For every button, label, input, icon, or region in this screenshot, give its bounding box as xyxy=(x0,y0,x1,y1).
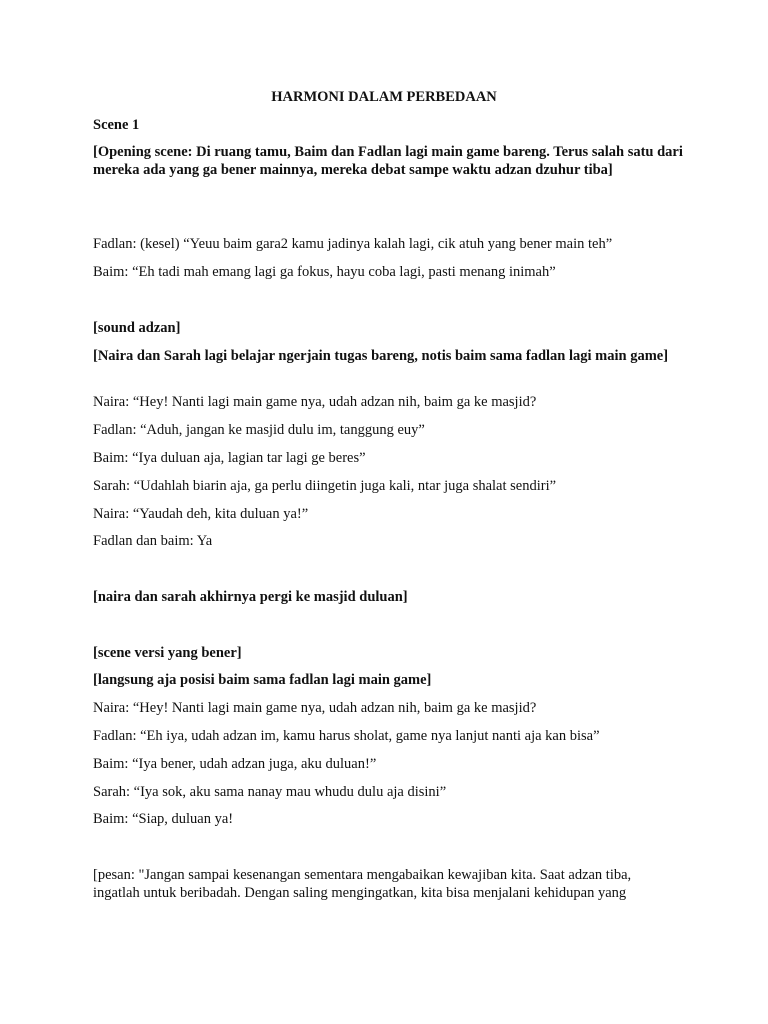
sound-direction: [sound adzan] xyxy=(93,320,181,336)
dialogue-line: Sarah: “Udahlah biarin aja, ga perlu diingetin juga kali, ntar juga shalat sendiri” xyxy=(93,478,557,494)
dialogue-line: Fadlan: “Aduh, jangan ke masjid dulu im, tanggung euy” xyxy=(93,422,425,438)
dialogue-line: Sarah: “Iya sok, aku sama nanay mau whudu dulu aja disini” xyxy=(93,784,447,800)
document-title: HARMONI DALAM PERBEDAAN xyxy=(271,89,497,105)
dialogue-line: Fadlan: (kesel) “Yeuu baim gara2 kamu jadinya kalah lagi, cik atuh yang bener main teh” xyxy=(93,236,613,252)
dialogue-line: Baim: “Iya bener, udah adzan juga, aku duluan!” xyxy=(93,756,377,772)
stage-direction: [Naira dan Sarah lagi belajar ngerjain tugas bareng, notis baim sama fadlan lagi main game] xyxy=(93,348,669,364)
stage-direction: [scene versi yang bener] xyxy=(93,645,242,661)
dialogue-line: Baim: “Iya duluan aja, lagian tar lagi ge beres” xyxy=(93,450,366,466)
dialogue-line: Naira: “Hey! Nanti lagi main game nya, udah adzan nih, baim ga ke masjid? xyxy=(93,394,537,410)
dialogue-line: Naira: “Hey! Nanti lagi main game nya, udah adzan nih, baim ga ke masjid? xyxy=(93,700,537,716)
scene-label: Scene 1 xyxy=(93,117,140,133)
dialogue-line: Fadlan dan baim: Ya xyxy=(93,533,213,549)
stage-direction: [langsung aja posisi baim sama fadlan lagi main game] xyxy=(93,672,432,688)
dialogue-line: Baim: “Siap, duluan ya! xyxy=(93,811,234,827)
opening-direction: [Opening scene: Di ruang tamu, Baim dan Fadlan lagi main game bareng. Terus salah satu dari mereka ada yang ga bener mainnya, mereka debat sampe waktu adzan dzuhur tiba] xyxy=(93,144,683,178)
message-paragraph: [pesan: "Jangan sampai kesenangan sementara mengabaikan kewajiban kita. Saat adzan tiba, ingatlah untuk beribadah. Dengan saling mengingatkan, kita bisa menjalani kehidupan yang xyxy=(93,867,632,901)
dialogue-line: Fadlan: “Eh iya, udah adzan im, kamu harus sholat, game nya lanjut nanti aja kan bisa” xyxy=(93,728,600,744)
dialogue-line: Baim: “Eh tadi mah emang lagi ga fokus, hayu coba lagi, pasti menang inimah” xyxy=(93,264,556,280)
dialogue-line: Naira: “Yaudah deh, kita duluan ya!” xyxy=(93,506,309,522)
stage-direction: [naira dan sarah akhirnya pergi ke masjid duluan] xyxy=(93,589,408,605)
